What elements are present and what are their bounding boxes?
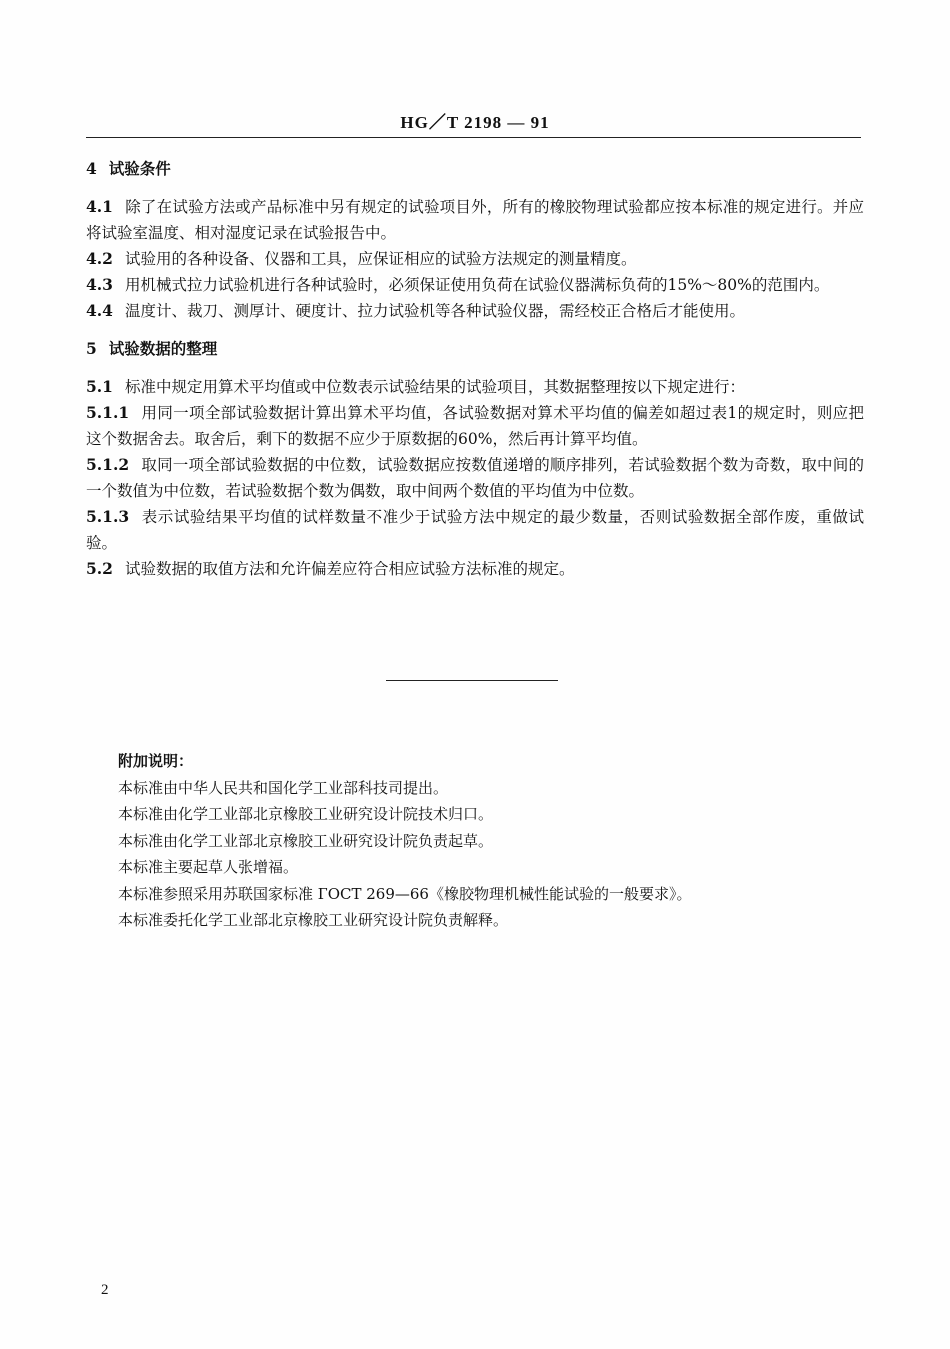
notes-line: 本标准由化学工业部北京橡胶工业研究设计院技术归口。 bbox=[118, 805, 494, 823]
document-header: HG／T 2198 — 91 bbox=[400, 113, 550, 132]
notes-line: 本标准参照采用苏联国家标准 ГОСТ 269—66《橡胶物理机械性能试验的一般要求》。 bbox=[118, 884, 692, 903]
clause-5-1-3 bbox=[86, 504, 864, 556]
clause-text: 试验数据的取值方法和允许偏差应符合相应试验方法标准的规定。 bbox=[124, 560, 575, 578]
clause-number: 4.3 bbox=[86, 275, 113, 294]
clause-4-1 bbox=[86, 194, 864, 246]
notes-line: 本标准委托化学工业部北京橡胶工业研究设计院负责解释。 bbox=[118, 911, 509, 929]
clause-number: 4.4 bbox=[86, 301, 113, 320]
clause-5-1 bbox=[86, 374, 864, 400]
section-number: 5 bbox=[86, 339, 97, 358]
section-divider bbox=[386, 680, 558, 681]
clause-text: 除了在试验方法或产品标准中另有规定的试验项目外，所有的橡胶物理试验都应按本标准的规定进行。并应将试验室温度、相对湿度记录在试验报告中。 bbox=[86, 198, 864, 242]
clause-text: 用机械式拉力试验机进行各种试验时，必须保证使用负荷在试验仪器满标负荷的15%～80%的范围内。 bbox=[124, 276, 830, 294]
section-title: 试验数据的整理 bbox=[108, 339, 218, 358]
clause-text: 标准中规定用算术平均值或中位数表示试验结果的试验项目，其数据整理按以下规定进行： bbox=[124, 378, 745, 396]
section-number: 4 bbox=[86, 159, 97, 178]
clause-number: 5.1 bbox=[86, 377, 113, 396]
notes-line: 本标准由化学工业部北京橡胶工业研究设计院负责起草。 bbox=[118, 831, 494, 850]
clause-number: 5.1.3 bbox=[86, 507, 130, 526]
clause-number: 4.2 bbox=[86, 249, 113, 268]
clause-text: 用同一项全部试验数据计算出算术平均值，各试验数据对算术平均值的偏差如超过表1的规定时，则应把这个数据舍去。取舍后，剩下的数据不应少于原数据的60%，然后再计算平均值。 bbox=[86, 404, 864, 448]
clause-5-2 bbox=[86, 556, 864, 582]
clause-4-4 bbox=[86, 298, 864, 324]
document-body bbox=[86, 156, 864, 582]
clause-5-1-2 bbox=[86, 452, 864, 504]
clause-text: 温度计、裁刀、测厚计、硬度计、拉力试验机等各种试验仪器，需经校正合格后才能使用。 bbox=[124, 302, 745, 320]
notes-line: 本标准主要起草人张增福。 bbox=[118, 858, 299, 876]
notes-line: 本标准由中华人民共和国化学工业部科技司提出。 bbox=[118, 778, 449, 797]
clause-number: 5.1.1 bbox=[86, 403, 130, 422]
section-title: 试验条件 bbox=[108, 159, 171, 178]
clause-number: 4.1 bbox=[86, 197, 113, 216]
page-number: 2 bbox=[101, 1282, 109, 1298]
clause-4-3 bbox=[86, 272, 864, 298]
clause-number: 5.1.2 bbox=[86, 455, 130, 474]
clause-text: 表示试验结果平均值的试样数量不准少于试验方法中规定的最少数量，否则试验数据全部作废，重做试验。 bbox=[86, 508, 864, 552]
notes-title: 附加说明： bbox=[118, 752, 194, 770]
header-rule bbox=[86, 137, 861, 138]
clause-4-2 bbox=[86, 246, 864, 272]
clause-text: 试验用的各种设备、仪器和工具，应保证相应的试验方法规定的测量精度。 bbox=[124, 250, 637, 268]
additional-notes bbox=[118, 748, 858, 934]
clause-text: 取同一项全部试验数据的中位数，试验数据应按数值递增的顺序排列，若试验数据个数为奇数，取中间的一个数值为中位数，若试验数据个数为偶数，取中间两个数值的平均值为中位数。 bbox=[86, 456, 864, 500]
clause-number: 5.2 bbox=[86, 559, 113, 578]
section-heading-4 bbox=[86, 156, 864, 182]
clause-5-1-1 bbox=[86, 400, 864, 452]
section-heading-5 bbox=[86, 336, 864, 362]
